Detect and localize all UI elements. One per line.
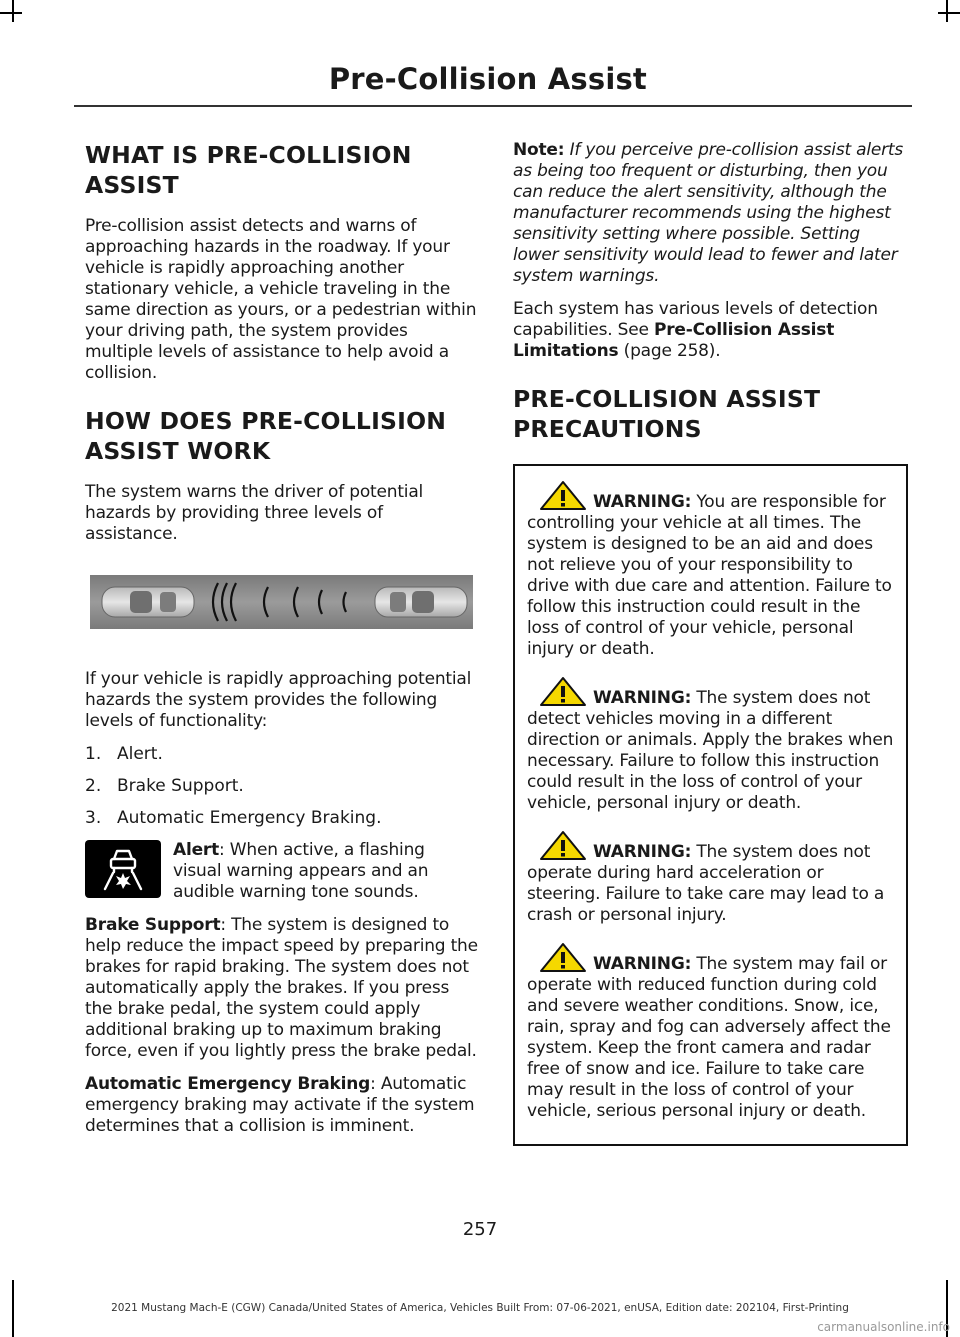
alert-row: [85, 840, 478, 903]
list-item: 3. Automatic Emergency Braking.: [85, 808, 382, 828]
paragraph-levels: If your vehicle is rapidly approaching potential hazards the system provides the following levels of functionality:: [85, 669, 472, 731]
target-car-icon: [375, 587, 467, 617]
left-column: [85, 140, 478, 1149]
warning-item: WARNING: You are responsible for controlling your vehicle at all times. The system is designed to be an aid and does not relieve you of your responsibility to drive with due care and attention. Failure to follow this instruction could result in the loss of control of your vehicle, personal injury or death.: [527, 480, 895, 660]
own-car-icon: [102, 587, 194, 617]
warning-item: WARNING: The system does not operate during hard acceleration or steering. Failure to take care may lead to a crash or personal injury.: [527, 830, 895, 926]
warning-triangle-icon: [539, 480, 587, 510]
limitations-link[interactable]: Pre-Collision Assist Limitations: [513, 320, 835, 361]
paragraph-intro: Pre-collision assist detects and warns of approaching hazards in the roadway. If your vehicle is rapidly approaching another stationary vehicle, a vehicle traveling in the same direction as yours, or a pedestrian within your driving path, the system provides multiple levels of assistance to help avoid a collision.: [85, 216, 477, 383]
brake-support-paragraph: Brake Support: The system is designed to help reduce the impact speed by preparing the brakes for rapid braking. The system does not automatically apply the brakes. If you press the brake pedal, the system could apply additional braking up to maximum braking force, even if you lightly press the brake pedal.: [85, 915, 478, 1061]
pre-collision-diagram: [90, 575, 473, 629]
warning-triangle-icon: [539, 942, 587, 972]
warning-triangle-icon: [539, 830, 587, 860]
heading-what-is: WHAT IS PRE-COLLISION ASSIST: [85, 141, 412, 199]
list-item: 2. Brake Support.: [85, 776, 244, 796]
heading-how-does: HOW DOES PRE-COLLISION ASSIST WORK: [85, 407, 447, 465]
warning-item: WARNING: The system may fail or operate with reduced function during cold and severe weather conditions. Snow, ice, rain, spray and fog can adversely affect the system. Keep the front camera and radar free of snow and ice. Failure to take care may result in the loss of control of your vehicle, serious personal injury or death.: [527, 942, 895, 1122]
levels-list: [85, 744, 478, 829]
note-paragraph: Note: If you perceive pre-collision assist alerts as being too frequent or disturbing, then you can reduce the alert sensitivity, although the manufacturer recommends using the highest sensitivity setting where possible. Setting lower sensitivity would lead to fewer and later system warnings.: [513, 140, 904, 286]
crop-mark: [0, 12, 22, 14]
page-header-title: Pre-Collision Assist: [328, 62, 647, 96]
list-item: 1. Alert.: [85, 744, 163, 764]
crop-mark: [946, 0, 948, 22]
right-column: [513, 140, 908, 1146]
footer-edition-info: 2021 Mustang Mach-E (CGW) Canada/United States of America, Vehicles Built From: 07-06-2021, enUSA, Edition date: 202104, First-Printing: [111, 1302, 849, 1314]
watermark: carmanualsonline.info: [817, 1320, 950, 1334]
paragraph-warns: The system warns the driver of potential hazards by providing three levels of assistance.: [85, 482, 424, 544]
warnings-box: [513, 464, 908, 1146]
warning-item: WARNING: The system does not detect vehicles moving in a different direction or animals. Apply the brakes when necessary. Failure to follow this instruction could result in the loss of control of your vehicle, personal injury or death.: [527, 676, 895, 814]
heading-precautions: PRE-COLLISION ASSIST PRECAUTIONS: [513, 385, 821, 443]
warning-triangle-icon: [539, 676, 587, 706]
header-rule: [74, 105, 912, 107]
crop-mark: [938, 12, 960, 14]
crop-mark: [12, 0, 14, 22]
page-number: 257: [462, 1219, 498, 1240]
detection-paragraph: Each system has various levels of detection capabilities. See Pre-Collision Assist Limitations (page 258).: [513, 299, 878, 361]
alert-description: Alert: When active, a flashing visual warning appears and an audible warning tone sounds.: [173, 840, 429, 902]
aeb-paragraph: Automatic Emergency Braking: Automatic emergency braking may activate if the system determines that a collision is imminent.: [85, 1074, 475, 1136]
collision-alert-icon: [85, 840, 161, 898]
